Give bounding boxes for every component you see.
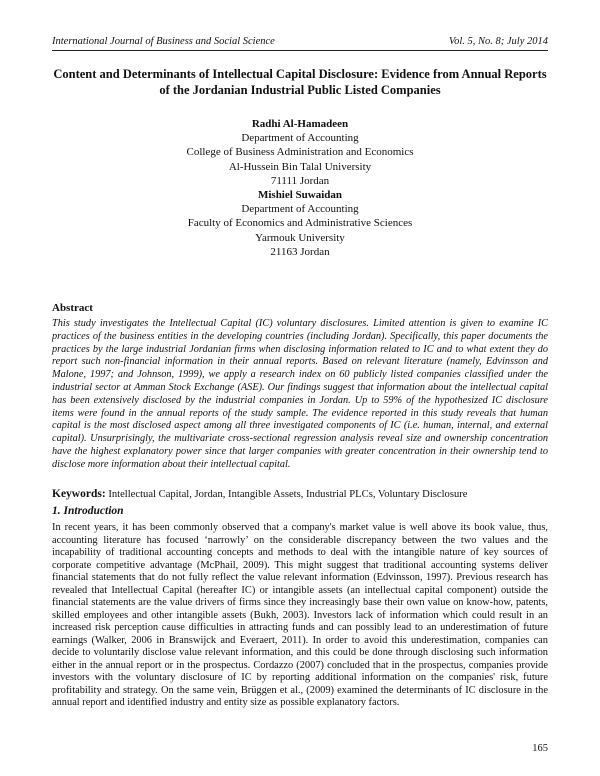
keywords-line xyxy=(52,488,548,501)
author-block-2 xyxy=(52,188,548,259)
abstract-heading: Abstract xyxy=(52,302,93,314)
running-header xyxy=(52,36,548,48)
author-college: Faculty of Economics and Administrative Sciences xyxy=(187,217,413,230)
abstract-text: This study investigates the Intellectual Capital (IC) voluntary disclosures. Limited attention is given to examine IC practices of the business entities in the developing countries (including Jordan). Specifically, this paper documents the practices by the large industrial Jordanian firms when disclosing information related to IC and to what extent they do report such non-financial information in their annual reports. Based on relevant literature (namely, Edvinsson and Malone, 1997; and Johnson, 1999), we apply a research index on 60 publicly listed companies classified under the industrial sector at Amman Stock Exchange (ASE). Our findings suggest that information about the intellectual capital has been extensively disclosed by the industrial companies in Jordan. Up to 59% of the hypothesized IC disclosure items were found in the annual reports of the study sample. The evidence reported in this study reveals that human capital is the most disclosed aspect among all three investigated components of IC (i.e. human, internal, and external capital). Unsurprisingly, the multivariate cross-sectional regression analysis reveal size and ownership concentration have the highest explanatory power since that larger companies with greater concentration in their ownership tend to disclose more information about their intellectual capital. xyxy=(52,318,548,470)
introduction-text: In recent years, it has been commonly observed that a company's market value is well above its book value, thus, accounting literature has focused ‘narrowly’ on the considerable discrepancy between the two values and the incapability of traditional accounting concepts and methods to deal with the intangible nature of key sources of corporate competitive advantage (McPhail, 2009). This might suggest that traditional accounting systems deliver financial statements that do not fully reflect the value relevant information (Edvinsson, 1997). Previous research has revealed that Intellectual Capital (hereafter IC) or intangible assets (an intellectual capital component) outside the financial statements are the value drivers of firms since they increasingly base their own value on know-how, patents, skilled employees and other intangible assets (Bukh, 2003). Investors lack of information which could result in an increased risk perception cause difficulties in attracting funds and can possibly lead to an underestimation of future earnings (Walker, 2006 in Branswijck and Everaert, 2011). In order to avoid this underestimation, companies can decide to voluntarily disclose value relevant information, and this could be done through disclosing such information either in the annual report or in the prospectus. Cordazzo (2007) concluded that in the prospectus, companies provide investors with the voluntary disclosure of IC by reporting additional information on the companies' risk, future profitability and strategy. On the same vein, Brüggen et al., (2009) examined the determinants of IC disclosure in the annual report and identified industry and entity size as possible explanatory factors. xyxy=(52,522,548,708)
author-block-1 xyxy=(52,117,548,188)
author-name: Radhi Al-Hamadeen xyxy=(251,118,349,130)
journal-name: International Journal of Business and Social Science xyxy=(52,36,275,47)
paper-title: Content and Determinants of Intellectual Capital Disclosure: Evidence from Annual Reports of the Jordanian Industrial Public Listed Companies xyxy=(53,67,547,97)
author-college: College of Business Administration and Economics xyxy=(186,146,414,159)
author-name: Mishiel Suwaidan xyxy=(257,189,343,201)
keywords-label: Keywords: xyxy=(52,488,106,500)
author-department: Department of Accounting xyxy=(241,132,359,145)
author-department: Department of Accounting xyxy=(241,203,359,216)
author-university: Yarmouk University xyxy=(255,231,345,244)
header-rule xyxy=(52,50,548,51)
page-number: 165 xyxy=(532,743,548,754)
author-location: 21163 Jordan xyxy=(270,245,330,258)
author-location: 71111 Jordan xyxy=(270,174,330,187)
keywords-text: Intellectual Capital, Jordan, Intangible Assets, Industrial PLCs, Voluntary Disclosure xyxy=(108,489,468,500)
issue-info: Vol. 5, No. 8; July 2014 xyxy=(448,36,548,47)
author-university: Al-Hussein Bin Talal University xyxy=(228,160,372,173)
section-heading: 1. Introduction xyxy=(52,505,124,517)
